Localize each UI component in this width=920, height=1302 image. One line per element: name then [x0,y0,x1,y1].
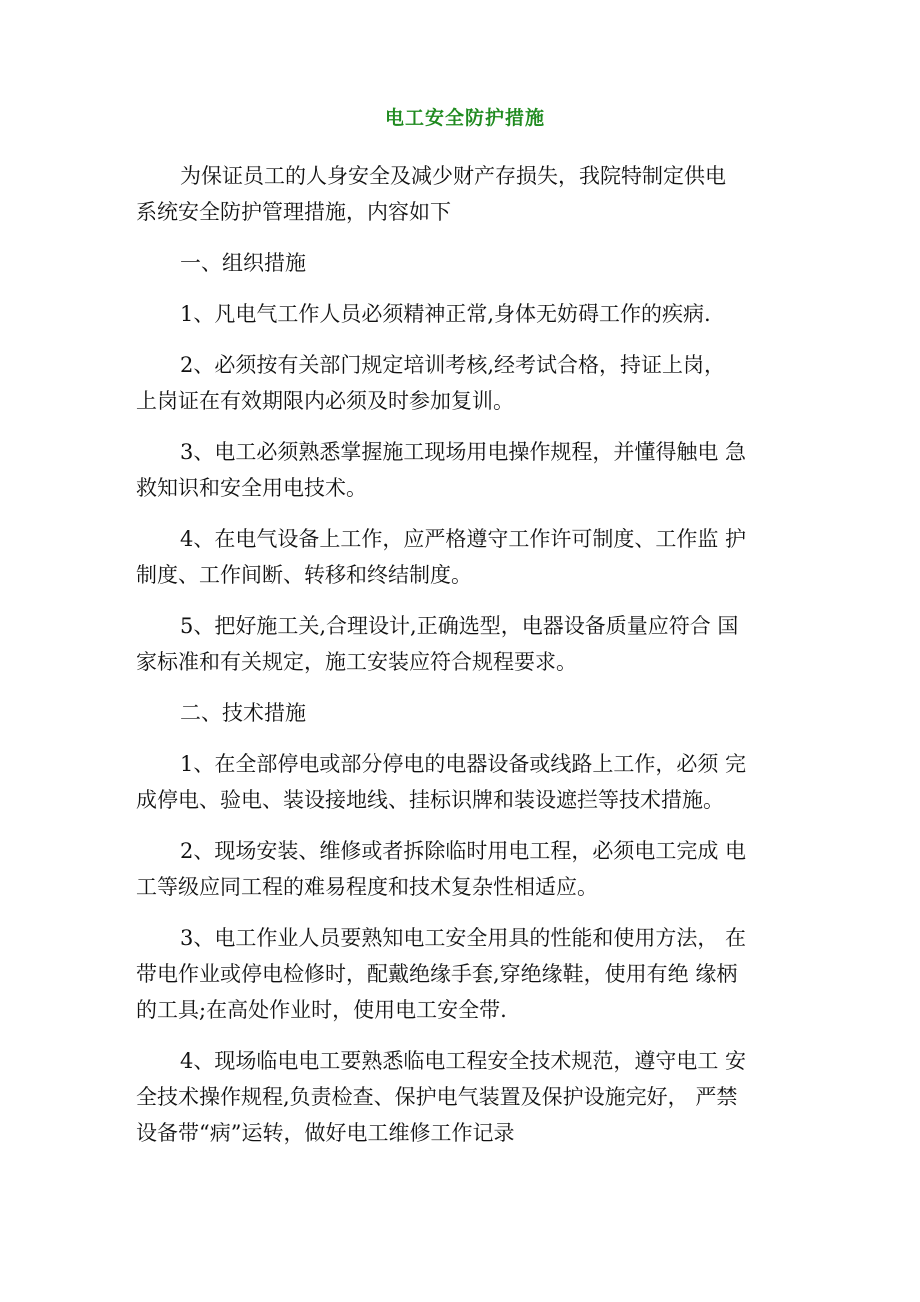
section-heading-technical [136,695,800,731]
paragraph-line: 3、电工必须熟悉掌握施工现场用电操作规程，并懂得触电 急 [180,440,747,464]
paragraph-line: 为保证员工的人身安全及减少财产存损失，我院特制定供电 [180,164,726,188]
paragraph-line: 1、凡电气工作人员必须精神正常,身体无妨碍工作的疾病. [180,302,711,326]
paragraph-line: 系统安全防护管理措施，内容如下 [136,200,451,224]
paragraph-line: 全技术操作规程,负责检查、保护电气装置及保护设施完好， 严禁 [136,1085,738,1109]
paragraph-line: 制度、工作间断、转移和终结制度。 [136,563,472,587]
paragraph-org-1 [136,296,800,332]
paragraph-line: 家标准和有关规定，施工安装应符合规程要求。 [136,650,577,674]
document-title: 电工安全防护措施 [384,107,545,129]
paragraph-line: 上岗证在有效期限内必须及时参加复训。 [136,389,514,413]
paragraph-line: 工等级应同工程的难易程度和技术复杂性相适应。 [136,875,598,899]
paragraph-org-2 [136,347,800,419]
paragraph-org-4 [136,521,800,593]
paragraph-org-5 [136,608,800,680]
paragraph-line: 成停电、验电、装设接地线、挂标识牌和装设遮拦等技术措施。 [136,788,724,812]
paragraph-line: 设备带“病”运转，做好电工维修工作记录 [136,1121,515,1145]
paragraph-line: 2、现场安装、维修或者拆除临时用电工程，必须电工完成 电 [180,839,747,863]
paragraph-tech-1 [136,746,800,818]
paragraph-tech-2 [136,833,800,905]
section-heading-text: 二、技术措施 [180,701,306,725]
paragraph-line: 救知识和安全用电技术。 [136,476,367,500]
paragraph-line: 5、把好施工关,合理设计,正确选型，电器设备质量应符合 国 [180,614,739,638]
paragraph-line: 的工具;在高处作业时，使用电工安全带. [136,998,507,1022]
section-heading-text: 一、组织措施 [180,251,306,275]
paragraph-tech-4 [136,1043,800,1151]
paragraph-line: 4、现场临电电工要熟悉临电工程安全技术规范，遵守电工 安 [180,1049,747,1073]
paragraph-line: 带电作业或停电检修时，配戴绝缘手套,穿绝缘鞋，使用有绝 缘柄 [136,962,738,986]
document-body [136,158,800,1151]
paragraph-line: 3、电工作业人员要熟知电工安全用具的性能和使用方法， 在 [180,926,747,950]
paragraph-intro [136,158,800,230]
paragraph-org-3 [136,434,800,506]
section-heading-organization [136,245,800,281]
paragraph-line: 4、在电气设备上工作，应严格遵守工作许可制度、工作监 护 [180,527,747,551]
paragraph-tech-3 [136,920,800,1028]
paragraph-line: 1、在全部停电或部分停电的电器设备或线路上工作，必须 完 [180,752,747,776]
paragraph-line: 2、必须按有关部门规定培训考核,经考试合格，持证上岗， [180,353,726,377]
